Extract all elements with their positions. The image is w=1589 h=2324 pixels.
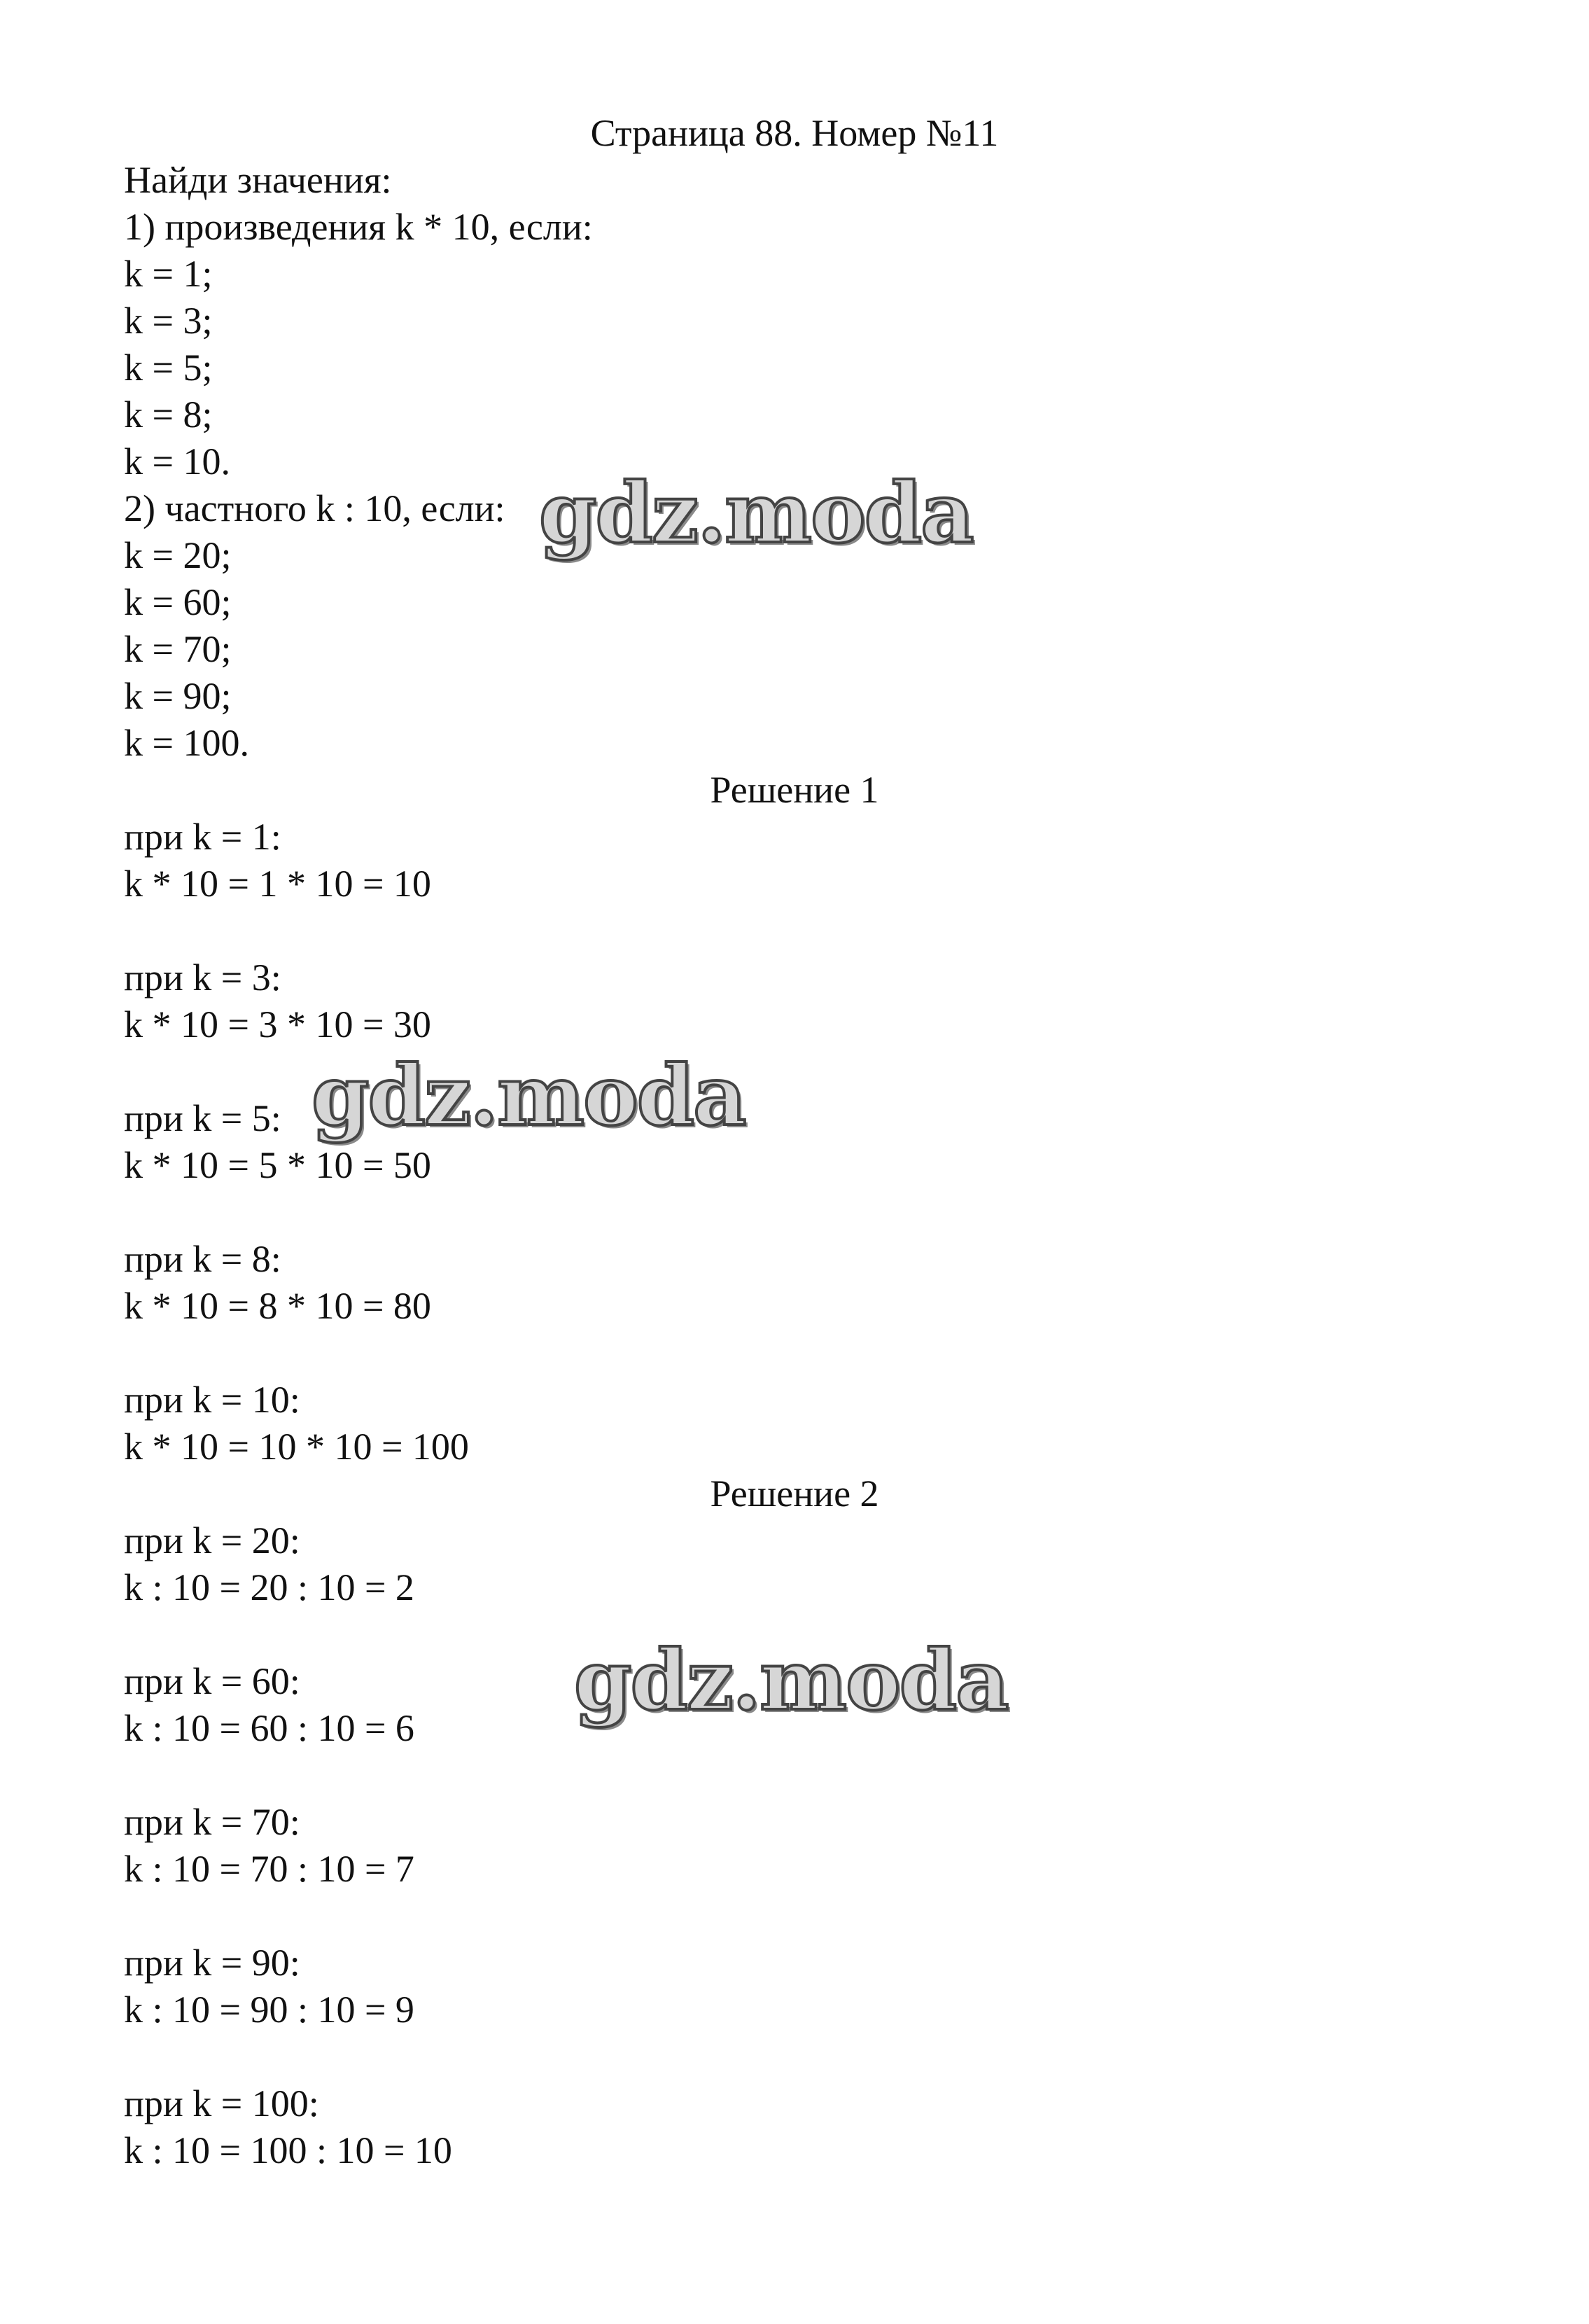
- solution2-condition: при k = 70:: [124, 1801, 300, 1843]
- watermark-text: gdz.moda: [574, 1631, 1008, 1729]
- solution2-calc: k : 10 = 60 : 10 = 6: [124, 1707, 414, 1749]
- solution2-condition: при k = 20:: [124, 1519, 300, 1561]
- solution2-calc: k : 10 = 70 : 10 = 7: [124, 1848, 414, 1890]
- task-part1-label: 1) произведения k * 10, если:: [124, 206, 593, 248]
- solution2-calc: k : 10 = 100 : 10 = 10: [124, 2129, 452, 2171]
- solution2-calc: k : 10 = 90 : 10 = 9: [124, 1989, 414, 2031]
- task-part1-value: k = 10.: [124, 440, 230, 482]
- task-intro: Найди значения:: [124, 159, 392, 201]
- task-part1-value: k = 3;: [124, 300, 213, 342]
- task-part1-value: k = 5;: [124, 347, 213, 389]
- solution2-condition: при k = 90:: [124, 1942, 300, 1984]
- solution1-calc: k * 10 = 10 * 10 = 100: [124, 1426, 469, 1468]
- solution1-calc: k * 10 = 1 * 10 = 10: [124, 863, 431, 905]
- solution1-condition: при k = 8:: [124, 1238, 281, 1280]
- page-title: Страница 88. Номер №11: [590, 112, 999, 154]
- task-part2-value: k = 90;: [124, 675, 232, 717]
- solution1-calc: k * 10 = 5 * 10 = 50: [124, 1144, 431, 1186]
- solution1-heading: Решение 1: [710, 769, 879, 811]
- solution2-condition: при k = 60:: [124, 1660, 300, 1702]
- task-part2-value: k = 100.: [124, 722, 249, 764]
- task-part2-value: k = 70;: [124, 628, 232, 670]
- solution2-heading: Решение 2: [710, 1473, 879, 1515]
- solution1-calc: k * 10 = 8 * 10 = 80: [124, 1285, 431, 1327]
- solution2-condition: при k = 100:: [124, 2082, 319, 2124]
- watermark-text: gdz.moda: [312, 1047, 746, 1144]
- solution2-calc: k : 10 = 20 : 10 = 2: [124, 1566, 414, 1608]
- task-part2-value: k = 60;: [124, 581, 232, 623]
- solution1-condition: при k = 3:: [124, 956, 281, 999]
- task-part2-value: k = 20;: [124, 534, 232, 576]
- solution1-condition: при k = 1:: [124, 816, 281, 858]
- solution1-calc: k * 10 = 3 * 10 = 30: [124, 1003, 431, 1045]
- task-part1-value: k = 8;: [124, 394, 213, 436]
- task-part2-label: 2) частного k : 10, если:: [124, 487, 505, 529]
- solution1-condition: при k = 10:: [124, 1379, 300, 1421]
- watermark-text: gdz.moda: [539, 464, 973, 562]
- task-part1-value: k = 1;: [124, 253, 213, 295]
- solution1-condition: при k = 5:: [124, 1097, 281, 1139]
